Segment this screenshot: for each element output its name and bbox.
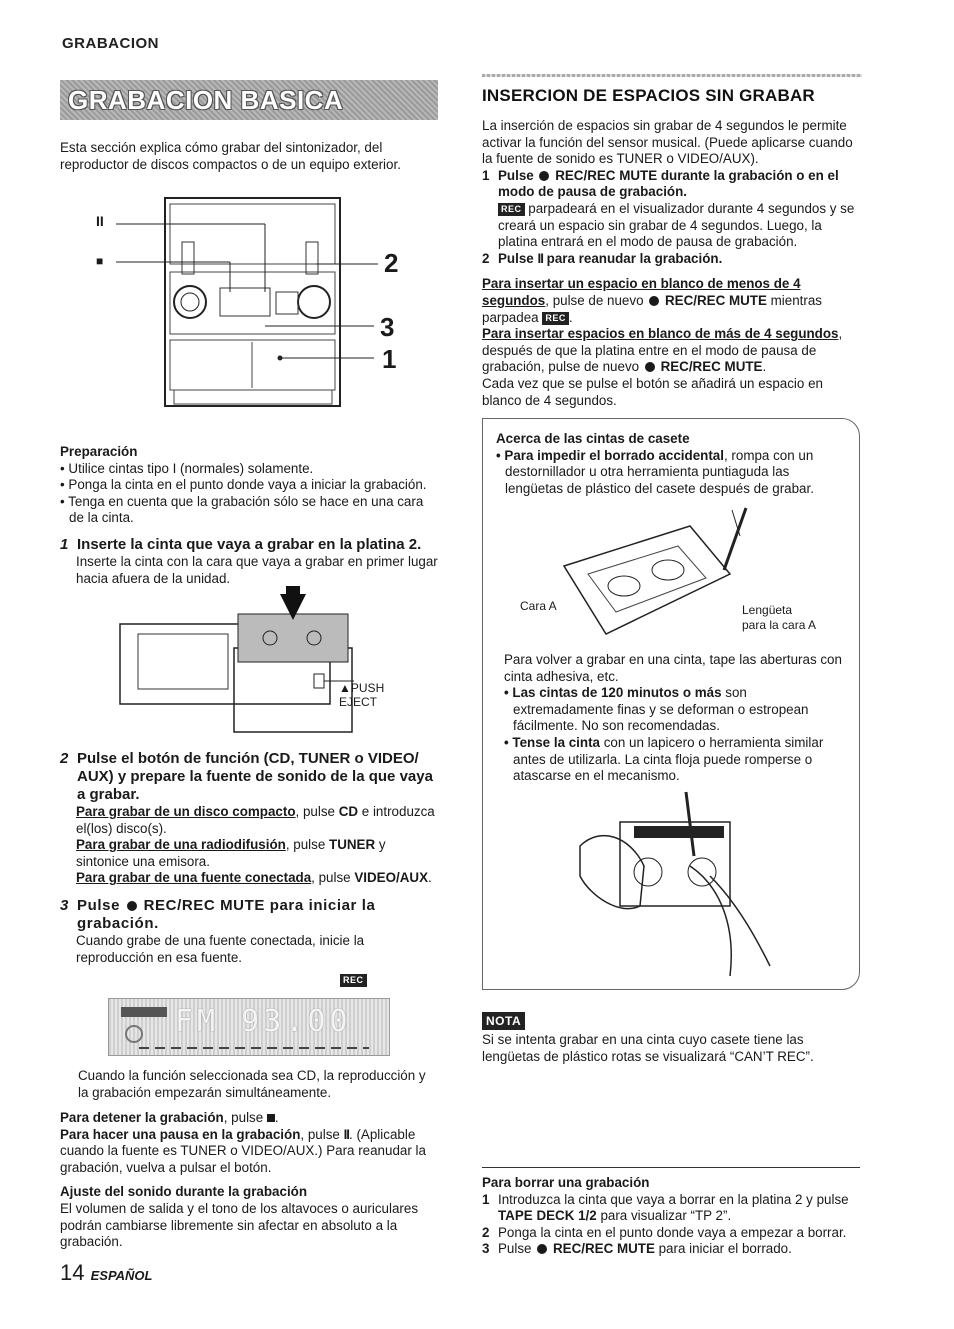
step2-cd: Para grabar de un disco compacto, pulse CD e introduzca el(los) disco(s). <box>76 804 435 836</box>
step2-aux: Para grabar de una fuente conectada, pulse VIDEO/AUX. <box>76 870 432 886</box>
tape-tension-diagram <box>560 786 790 982</box>
record-dot-icon <box>127 901 137 911</box>
prep-bullet-1: • Utilice cintas tipo I (normales) solamente. <box>60 460 314 476</box>
insert-less: Para insertar un espacio en blanco de menos de 4 segundos, pulse de nuevo REC/REC MUTE mientras parpadea REC . <box>482 276 823 325</box>
display-panel <box>108 998 390 1056</box>
display-readout: FM 93.00 <box>175 1004 352 1039</box>
stop-icon <box>267 1114 275 1122</box>
label-stop: ■ <box>96 254 104 268</box>
prep-bullet-2: • Ponga la cinta en el punto donde vaya a iniciar la grabación. <box>60 477 427 493</box>
section-label: GRABACION <box>62 35 159 52</box>
borrar-section: Para borrar una grabación 1 Introduzca la cinta que vaya a borrar en la platina 2 y pulse TAPE DECK 1/2 para visualizar “TP 2”. 2 Ponga la cinta en el punto donde vaya a empezar a borrar. 3 Pulse REC/REC MUTE para iniciar el borrado. <box>482 1175 849 1257</box>
title-rule <box>482 74 862 77</box>
lenguetas-label: Lengüeta para la cara A <box>742 603 817 632</box>
nota-body: Si se intenta grabar en una cinta cuyo casete tiene las lengüetas de plástico rotas se visualizará “CAN’T REC”. <box>482 1032 814 1064</box>
cintas-more: Para volver a grabar en una cinta, tape las aberturas con cinta adhesiva, etc. • Las cintas de 120 minutos o más son extremadamente finas y se deforman o estropean fácilmente. No son recomendadas. • Tense la cinta con un lapicero o herramienta similar antes de utilizarla. La cinta floja puede romperse o atascarse en el mecanismo. <box>504 652 842 784</box>
label-pause: II <box>96 213 104 229</box>
cintas-section: Acerca de las cintas de casete • Para impedir el borrado accidental, rompa con un destornillador u otra herramienta puntiaguda las lengüetas de plástico del casete después de grabar. <box>496 431 814 496</box>
ajuste-body: El volumen de salida y el tono de los altavoces o auriculares podrán cambiarse libremente sin afectar en absoluto a la grabación. <box>60 1200 419 1250</box>
intro-text: Esta sección explica cómo grabar del sintonizador, del reproductor de discos compactos o de un equipo exterior. <box>60 140 401 172</box>
insert-more: Para insertar espacios en blanco de más de 4 segundos, después de que la platina entre en el modo de pausa de grabación, pulse de nuevo REC/REC MUTE. <box>482 326 843 375</box>
record-dot-icon <box>539 171 549 181</box>
push-eject-label: ▲PUSH EJECT <box>339 681 385 709</box>
footer-page: 14 ESPAÑOL <box>60 1260 153 1285</box>
insercion-title: INSERCION DE ESPACIOS SIN GRABAR <box>482 86 815 105</box>
preparacion-section <box>60 444 438 527</box>
label-3: 3 <box>380 312 395 342</box>
label-1: 1 <box>382 344 397 374</box>
prep-bullet-3: • Tenga en cuenta que la grabación sólo se hace en una cara de la cinta. <box>60 493 424 526</box>
rec-indicator: REC <box>340 974 367 987</box>
nota-badge: NOTA <box>482 1012 525 1030</box>
stop-instruction: Para detener la grabación, pulse . <box>60 1110 279 1125</box>
cassette-insert-diagram <box>110 594 430 739</box>
display-note: Cuando la función seleccionada sea CD, la reproducción y la grabación empezarán simultáneamente. <box>78 1068 426 1100</box>
preparacion-title: Preparación <box>60 444 138 459</box>
rec-blink-badge: REC <box>498 203 525 216</box>
stereo-diagram <box>90 192 410 422</box>
step-1: 1 Inserte la cinta que vaya a grabar en la platina 2. Inserte la cinta con la cara que vaya a grabar en primer lugar hacia afuera de la unidad. <box>60 536 438 586</box>
step-2: 2 Pulse el botón de función (CD, TUNER o VIDEO/ AUX) y prepare la fuente de sonido de la que vaya a grabar. Para grabar de un disco compacto, pulse CD e introduzca el(los) disco(s). Para grabar de una radiodifusión, pulse TUNER y sintonice una emisora. Para grabar de una fuente conectada, pulse VIDEO/AUX. <box>60 750 438 887</box>
label-2: 2 <box>384 248 399 278</box>
ajuste-title: Ajuste del sonido durante la grabación <box>60 1184 308 1200</box>
banner-title: GRABACION BASICA <box>60 80 438 120</box>
borrar-rule <box>482 1167 860 1168</box>
stop-pause-section <box>60 1110 438 1251</box>
step-3: 3 Pulse REC/REC MUTE para iniciar la grabación. Cuando grabe de una fuente conectada, inicie la reproducción en esa fuente. <box>60 897 376 965</box>
cassette-tab-diagram <box>560 506 760 646</box>
insercion-section: La inserción de espacios sin grabar de 4 segundos le permite activar la función del sensor musical. (Puede aplicarse cuando la fuente de sonido es TUNER o VIDEO/AUX). 1 Pulse REC/REC MUTE durante la grabación o en el modo de pausa de grabación. REC parpadeará en el visualizador durante 4 segundos y se creará un espacio sin grabar de 4 segundos. Luego, la platina entrará en el modo de pausa de grabación. 2 Pulse II para reanudar la grabación. Para insertar un espacio en blanco de menos de 4 segundos, pulse de nuevo REC/REC MUTE mientras parpadea REC . Para insertar espacios en blanco de más de 4 segundos, después de que la platina entre en el modo de pausa de grabación, pulse de nuevo REC/REC MUTE. Cada vez que se pulse el botón se añadirá un espacio en blanco de 4 segundos. <box>482 118 862 409</box>
pause-instruction: Para hacer una pausa en la grabación, pulse II. (Aplicable cuando la fuente es TUNER o VIDEO/AUX.) Para reanudar la grabación, vuelva a pulsar el botón. <box>60 1126 426 1175</box>
step2-tuner: Para grabar de una radiodifusión, pulse TUNER y sintonice una emisora. <box>76 837 386 869</box>
cara-a-label: Cara A <box>520 599 557 613</box>
